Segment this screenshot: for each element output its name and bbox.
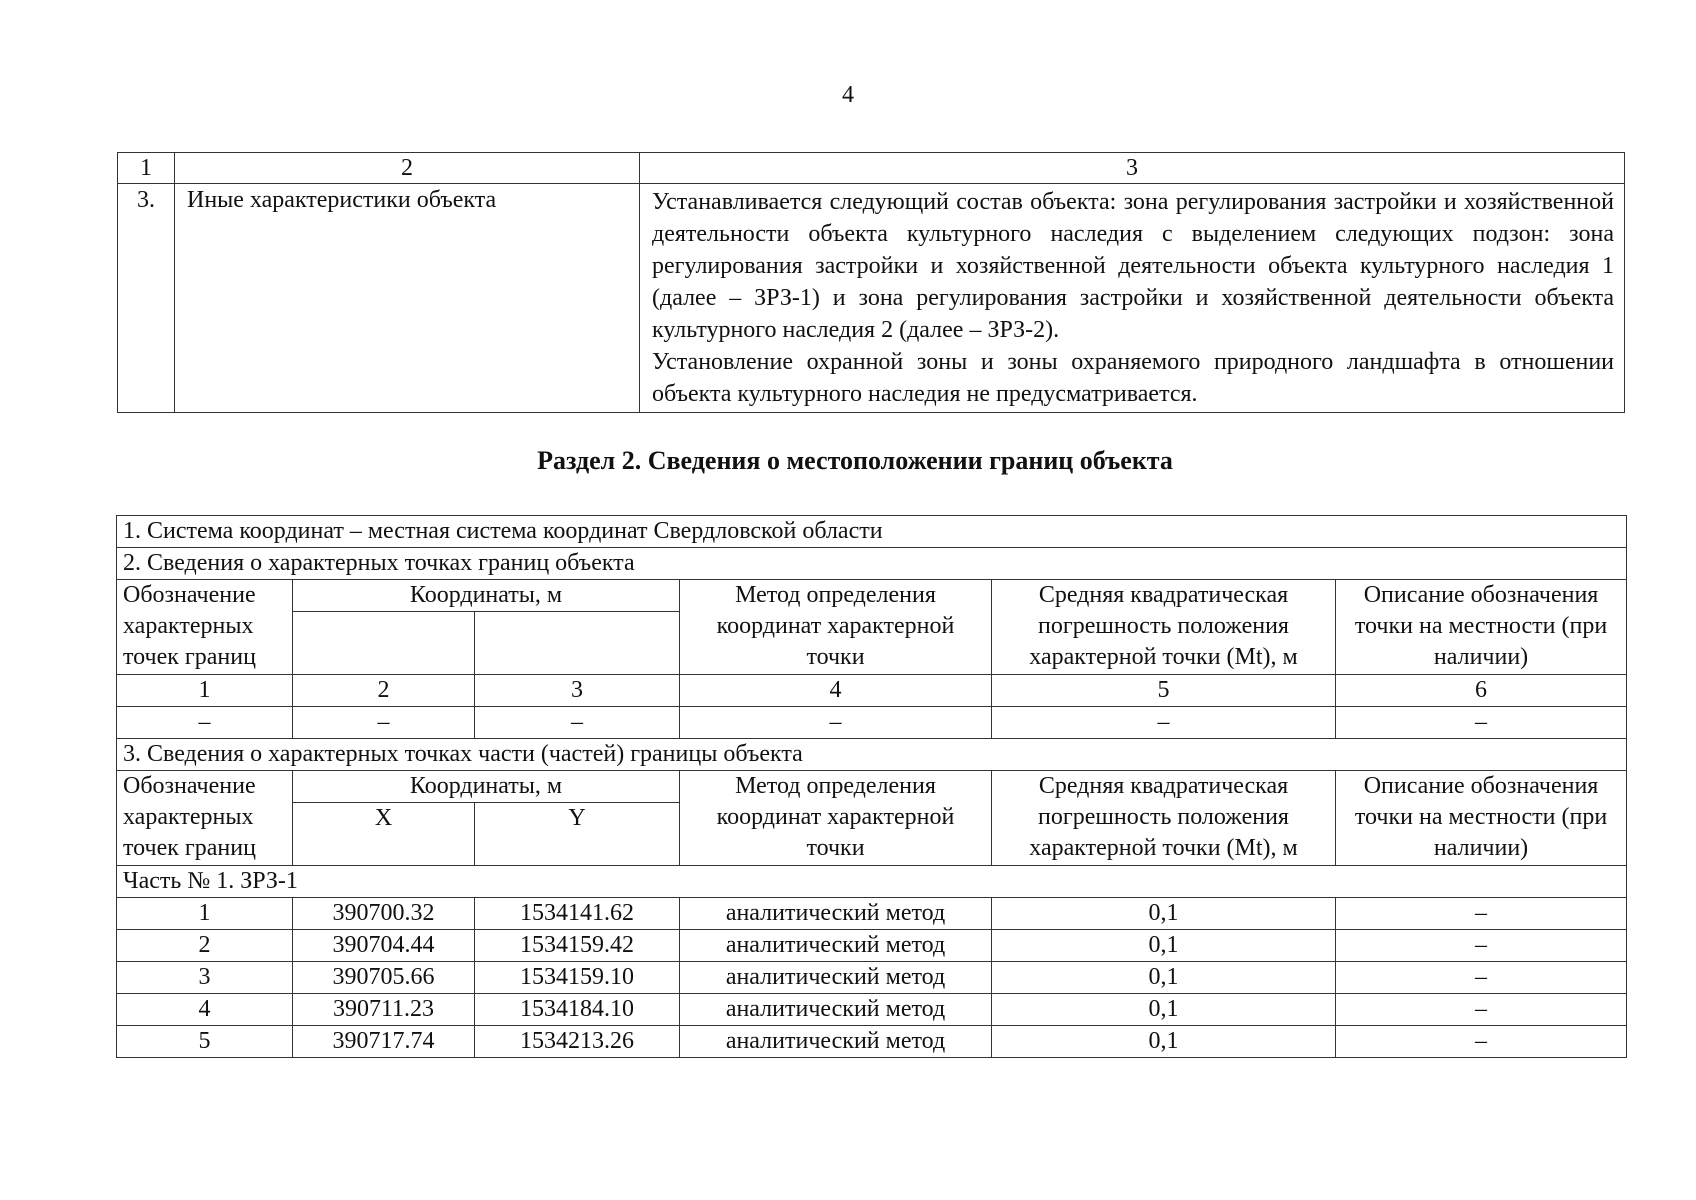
row-text [640,184,1625,413]
point-description: – [1336,930,1627,962]
header-y: Y [475,803,680,866]
parts-title-row [117,739,1627,771]
point-description: – [1336,962,1627,994]
header-col-2: 2 [175,153,640,184]
point-x: 390704.44 [293,930,475,962]
col-number: 5 [992,675,1336,707]
point-description: – [1336,994,1627,1026]
point-error: 0,1 [992,962,1336,994]
table-row [118,184,1625,413]
point-error: 0,1 [992,1026,1336,1058]
table-row [117,930,1627,962]
dash-cell: – [293,707,475,739]
header-b-row [117,771,1627,803]
dash-cell: – [680,707,992,739]
header-x [293,612,475,675]
coord-system: 1. Система координат – местная система координат Свердловской области [117,516,1627,548]
table-row [117,962,1627,994]
point-error: 0,1 [992,930,1336,962]
point-x: 390700.32 [293,898,475,930]
point-error: 0,1 [992,898,1336,930]
header-coords: Координаты, м [293,771,680,803]
section-title: Раздел 2. Сведения о местоположении границ объекта [537,446,1173,475]
header-col-1: 1 [118,153,175,184]
row-text-paragraph-1: Устанавливается следующий состав объекта: зона регулирования застройки и хозяйственной деятельности объекта культурного наследия с выделением следующих подзон: зона регулирования застройки и хозяйственной деятельности объекта культурного наследия 1 (далее – ЗРЗ-1) и зона регулирования застройки и хозяйственной деятельности объекта культурного наследия 2 (далее – ЗРЗ-2). [652,189,1614,343]
column-numbers-row [117,675,1627,707]
point-x: 390705.66 [293,962,475,994]
point-number: 5 [117,1026,293,1058]
dash-cell: – [992,707,1336,739]
dash-row [117,707,1627,739]
header-description: Описание обозначения точки на местности (при наличии) [1336,771,1627,866]
point-error: 0,1 [992,994,1336,1026]
point-number: 1 [117,898,293,930]
dash-cell: – [117,707,293,739]
header-error: Средняя квадратическая погрешность положения характерной точки (Mt), м [992,580,1336,675]
point-method: аналитический метод [680,962,992,994]
header-description: Описание обозначения точки на местности (при наличии) [1336,580,1627,675]
point-method: аналитический метод [680,930,992,962]
point-method: аналитический метод [680,1026,992,1058]
col-number: 4 [680,675,992,707]
characteristics-table [117,152,1625,413]
boundary-points-table [116,515,1627,1058]
table-row [117,898,1627,930]
table-header-row [118,153,1625,184]
point-x: 390711.23 [293,994,475,1026]
page-number: 4 [842,82,854,108]
header-error: Средняя квадратическая погрешность положения характерной точки (Mt), м [992,771,1336,866]
header-method: Метод определения координат характерной точки [680,771,992,866]
part-label: Часть № 1. ЗРЗ-1 [117,866,1627,898]
coord-system-row [117,516,1627,548]
header-designation: Обозначение характерных точек границ [117,580,293,675]
point-number: 4 [117,994,293,1026]
point-y: 1534213.26 [475,1026,680,1058]
row-text-paragraph-2: Установление охранной зоны и зоны охраняемого природного ландшафта в отношении объекта культурного наследия не предусматривается. [652,349,1614,407]
table-row [117,994,1627,1026]
col-number: 6 [1336,675,1627,707]
row-label: Иные характеристики объекта [175,184,640,413]
row-number: 3. [118,184,175,413]
point-y: 1534141.62 [475,898,680,930]
header-y [475,612,680,675]
point-x: 390717.74 [293,1026,475,1058]
col-number: 1 [117,675,293,707]
header-a-row [117,580,1627,612]
parts-title: 3. Сведения о характерных точках части (частей) границы объекта [117,739,1627,771]
header-method: Метод определения координат характерной точки [680,580,992,675]
part-label-row [117,866,1627,898]
point-description: – [1336,1026,1627,1058]
point-method: аналитический метод [680,994,992,1026]
point-description: – [1336,898,1627,930]
header-x: X [293,803,475,866]
point-y: 1534159.10 [475,962,680,994]
header-coords: Координаты, м [293,580,680,612]
header-designation: Обозначение характерных точек границ [117,771,293,866]
header-col-3: 3 [640,153,1625,184]
point-method: аналитический метод [680,898,992,930]
points-title: 2. Сведения о характерных точках границ объекта [117,548,1627,580]
dash-cell: – [475,707,680,739]
dash-cell: – [1336,707,1627,739]
col-number: 3 [475,675,680,707]
point-number: 2 [117,930,293,962]
point-y: 1534184.10 [475,994,680,1026]
point-y: 1534159.42 [475,930,680,962]
col-number: 2 [293,675,475,707]
points-title-row [117,548,1627,580]
point-number: 3 [117,962,293,994]
table-row [117,1026,1627,1058]
